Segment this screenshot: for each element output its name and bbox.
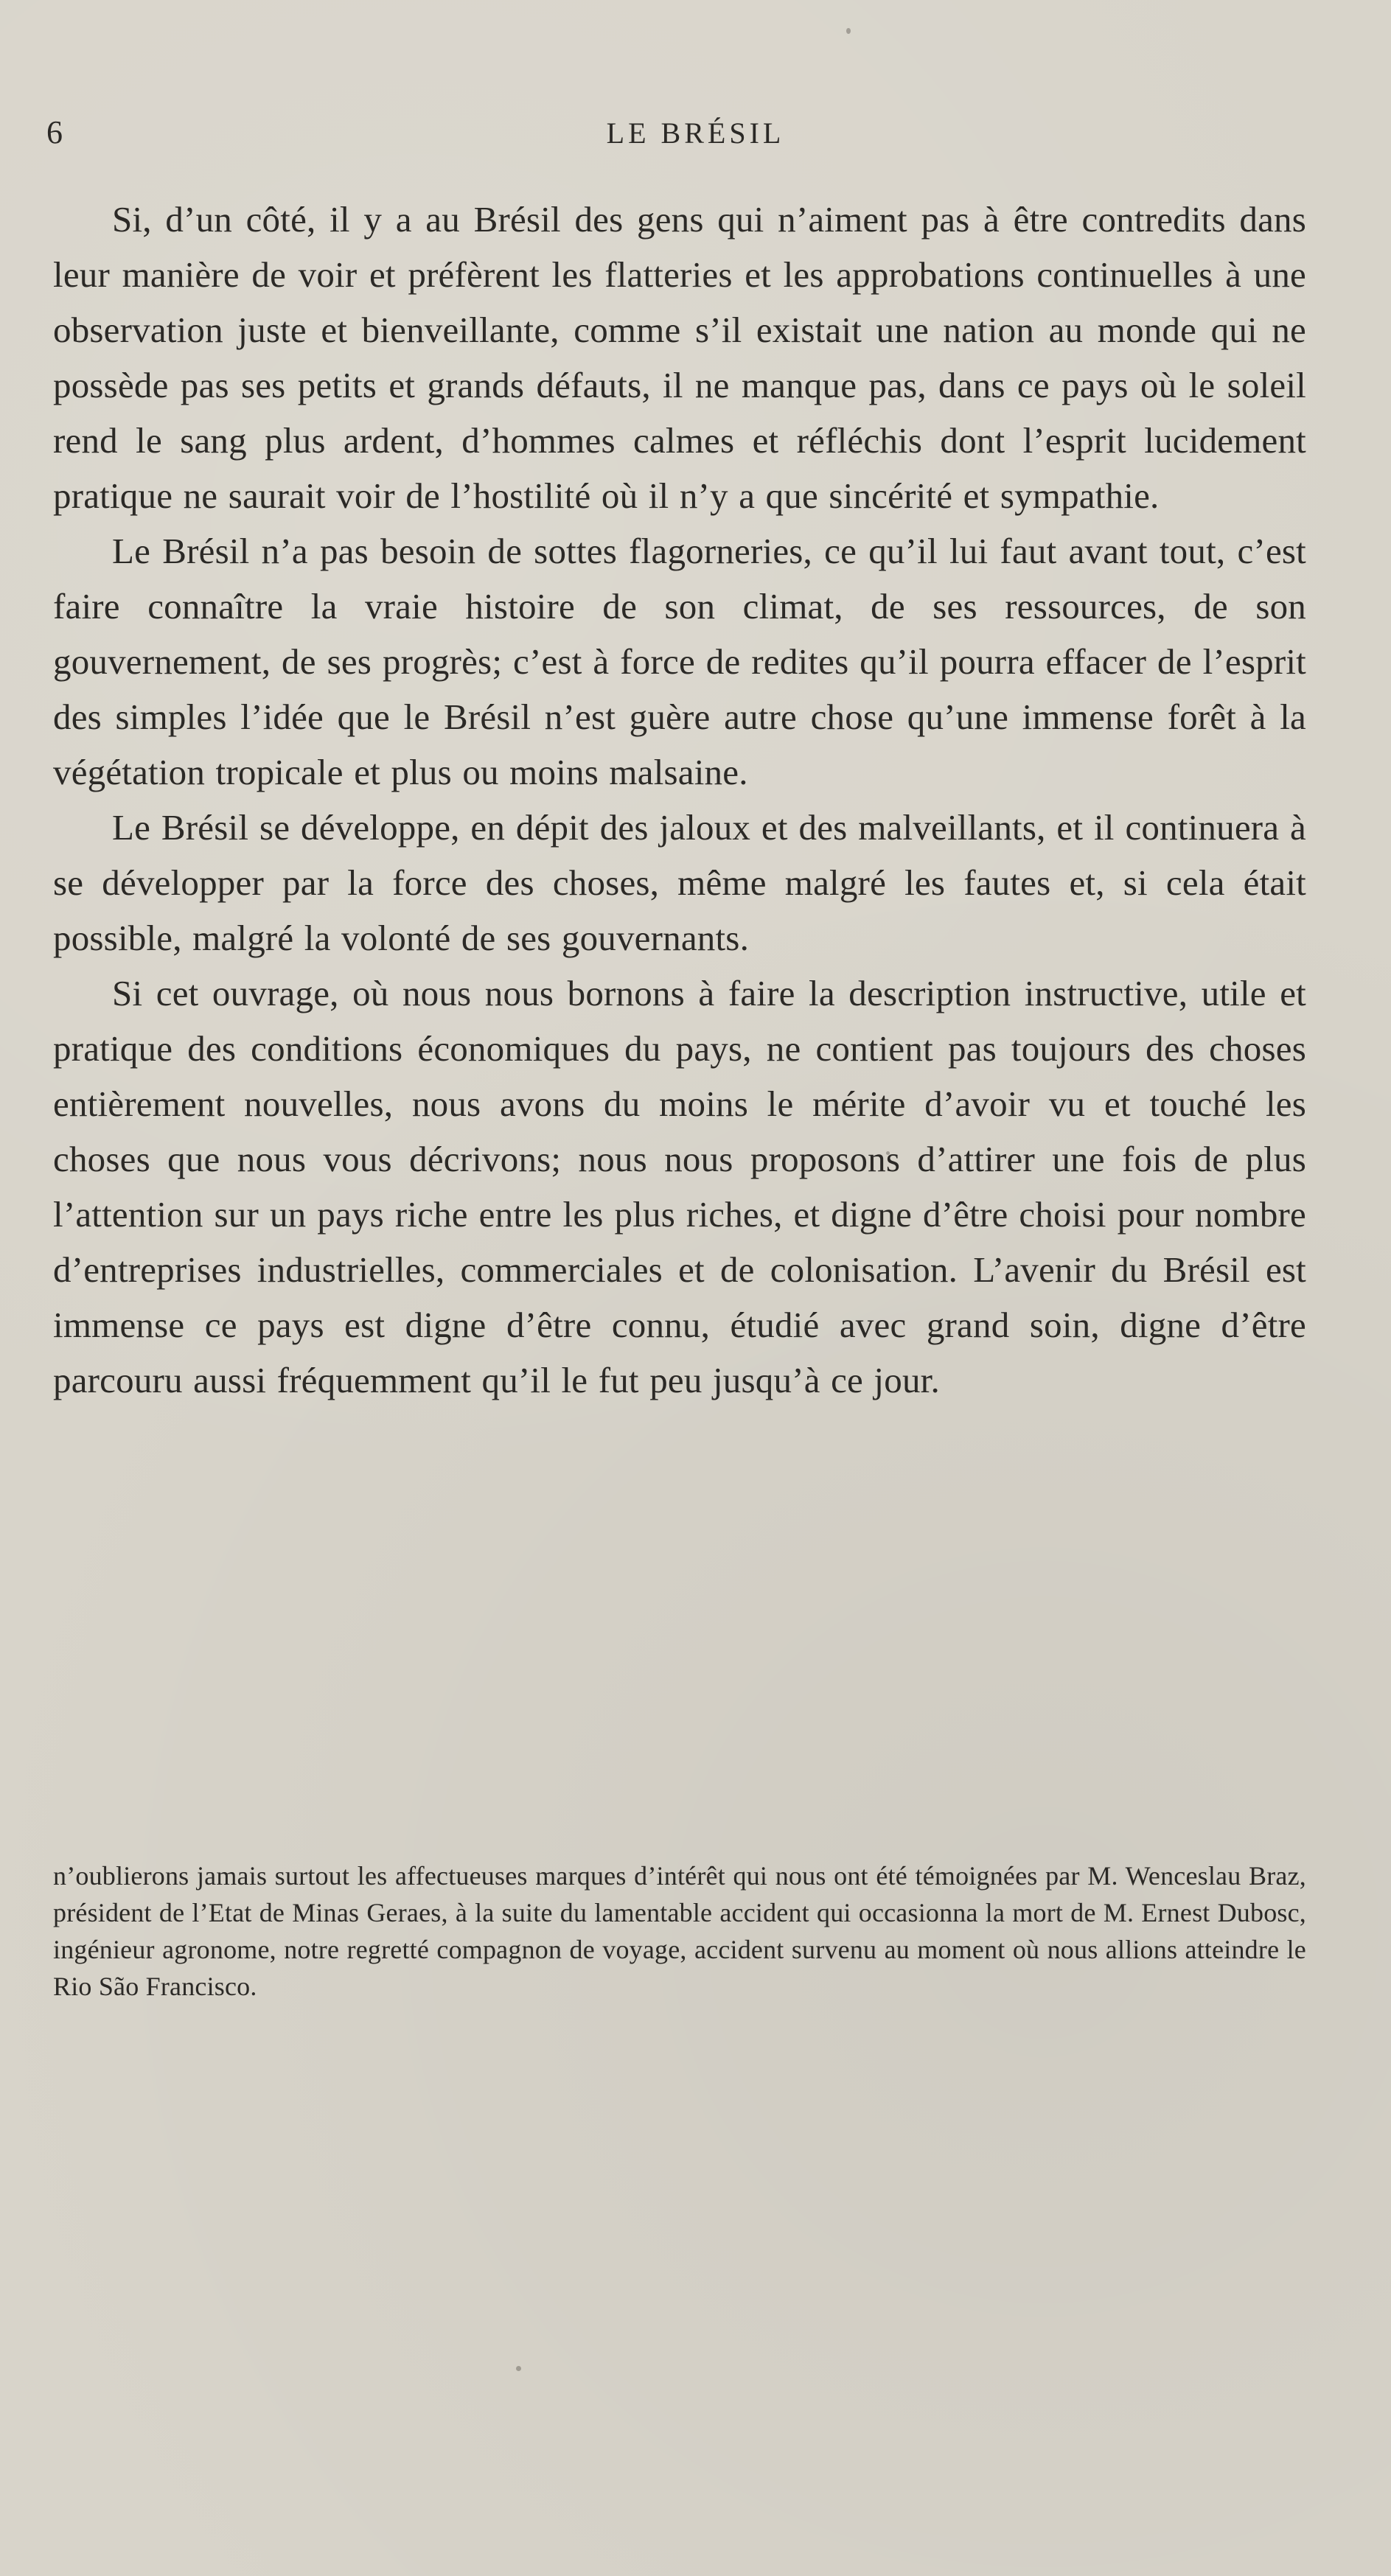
paper-speck (886, 1151, 890, 1155)
footnote-text: n’oublierons jamais surtout les affectueuses marques d’intérêt qui nous ont été témoignées par M. Wenceslau Braz, président de l’Etat de Minas Geraes, à la suite du lamentable accident qui occasionna la mort de M. Ernest Dubosc, ingénieur agronome, notre regretté compagnon de voyage, accident survenu au moment où nous allions atteindre le Rio São Francisco. (53, 1861, 1306, 2001)
main-text (53, 192, 1306, 1408)
page-number: 6 (46, 114, 63, 150)
paragraph-4: Si cet ouvrage, où nous nous bornons à faire la description instructive, utile et pratique des conditions économiques du pays, ne contient pas toujours des choses entièrement nouvelles, nous avons du moins le mérite d’avoir vu et touché les choses que nous vous décrivons; nous nous proposons d’attirer une fois de plus l’attention sur un pays riche entre les plus riches, et digne d’être choisi pour nombre d’entreprises industrielles, commerciales et de colonisation. L’avenir du Brésil est immense ce pays est digne d’être connu, étudié avec grand soin, digne d’être parcouru aussi fréquemment qu’il le fut peu jusqu’à ce jour. (53, 973, 1306, 1400)
paragraph-1: Si, d’un côté, il y a au Brésil des gens qui n’aiment pas à être contredits dans leur manière de voir et préfèrent les flatteries et les approbations continuelles à une observation juste et bienveillante, comme s’il existait une nation au monde qui ne possède pas ses petits et grands défauts, il ne manque pas, dans ce pays où le soleil rend le sang plus ardent, d’hommes calmes et réfléchis dont l’esprit lucidement pratique ne saurait voir de l’hostilité où il n’y a que sincérité et sympathie. (53, 199, 1306, 516)
paragraph-2: Le Brésil n’a pas besoin de sottes flagorneries, ce qu’il lui faut avant tout, c’est faire connaître la vraie histoire de son climat, de ses ressources, de son gouvernement, de ses progrès; c’est à force de redites qu’il pourra effacer de l’esprit des simples l’idée que le Brésil n’est guère autre chose qu’une immense forêt à la végétation tropicale et plus ou moins malsaine. (53, 531, 1306, 792)
running-title: LE BRÉSIL (606, 116, 785, 150)
page-header (0, 107, 1391, 158)
footnote (53, 1857, 1306, 2005)
paragraph-3: Le Brésil se développe, en dépit des jaloux et des malveillants, et il continuera à se développer par la force des choses, même malgré les fautes et, si cela était possible, malgré la volonté de ses gouvernants. (53, 807, 1306, 958)
paper-speck (516, 2366, 521, 2371)
paper-speck (846, 28, 851, 34)
